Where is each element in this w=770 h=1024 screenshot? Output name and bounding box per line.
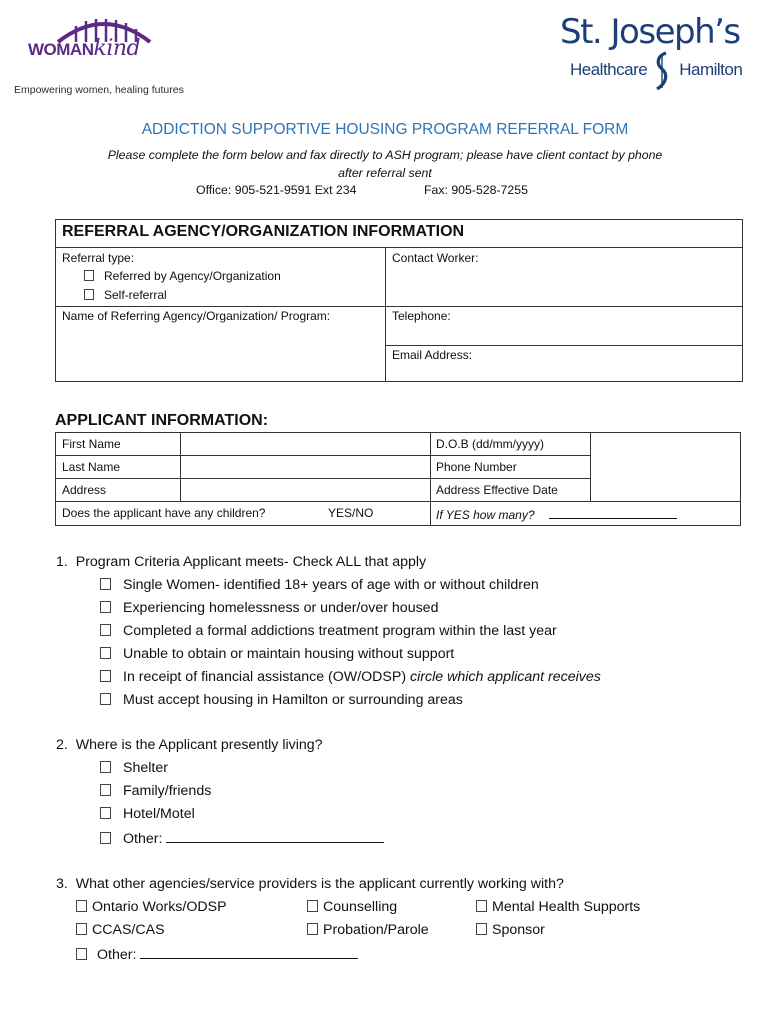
- address-effective-label: Address Effective Date: [436, 483, 558, 497]
- checkbox-icon[interactable]: [76, 948, 87, 960]
- checkbox-icon[interactable]: [100, 761, 111, 773]
- womankind-wordmark: WOMANkind: [28, 36, 141, 61]
- other-living-line[interactable]: [166, 829, 384, 843]
- q3-option[interactable]: Sponsor: [476, 922, 545, 938]
- checkbox-icon[interactable]: [100, 624, 111, 636]
- q2-option[interactable]: Hotel/Motel: [100, 806, 195, 822]
- checkbox-icon[interactable]: [476, 923, 487, 935]
- telephone-label: Telephone:: [392, 309, 451, 323]
- stjosephs-name: St. Joseph’s: [560, 12, 740, 52]
- question-2: 2. Where is the Applicant presently living?: [56, 737, 323, 753]
- q1-option[interactable]: Single Women- identified 18+ years of age with or without children: [100, 577, 539, 593]
- checkbox-icon[interactable]: [100, 784, 111, 796]
- checkbox-icon[interactable]: [100, 693, 111, 705]
- stjosephs-subtitle: Healthcare Hamilton: [570, 60, 743, 79]
- checkbox-icon[interactable]: [84, 270, 94, 281]
- checkbox-icon[interactable]: [76, 900, 87, 912]
- checkbox-icon[interactable]: [100, 578, 111, 590]
- q2-option[interactable]: Family/friends: [100, 783, 211, 799]
- agency-name-label: Name of Referring Agency/Organization/ Program:: [62, 309, 331, 323]
- question-1: 1. Program Criteria Applicant meets- Check ALL that apply: [56, 554, 427, 570]
- q2-option[interactable]: Shelter: [100, 760, 168, 776]
- referral-heading: REFERRAL AGENCY/ORGANIZATION INFORMATION: [62, 223, 465, 240]
- checkbox-icon[interactable]: [307, 900, 318, 912]
- q1-option[interactable]: In receipt of financial assistance (OW/ODSP) circle which applicant receives: [100, 669, 601, 685]
- applicant-heading: APPLICANT INFORMATION:: [55, 412, 269, 429]
- form-title: ADDICTION SUPPORTIVE HOUSING PROGRAM REFERRAL FORM: [141, 121, 629, 138]
- email-label: Email Address:: [392, 348, 473, 362]
- fax-number: Fax: 905-528-7255: [424, 183, 528, 197]
- yes-no-label: YES/NO: [328, 506, 374, 520]
- dob-label: D.O.B (dd/mm/yyyy): [436, 437, 545, 451]
- checkbox-icon[interactable]: [100, 807, 111, 819]
- office-number: Office: 905-521-9591 Ext 234: [196, 183, 357, 197]
- q2-option-other[interactable]: Other:: [100, 829, 384, 847]
- womankind-logo: [14, 8, 193, 100]
- q1-option[interactable]: Completed a formal addictions treatment program within the last year: [100, 623, 557, 639]
- q3-option[interactable]: CCAS/CAS: [76, 922, 165, 938]
- referral-table: [55, 219, 743, 382]
- q3-option[interactable]: Counselling: [307, 899, 397, 915]
- first-name-label: First Name: [62, 437, 121, 451]
- if-yes-how-many: If YES how many?: [436, 505, 677, 522]
- checkbox-icon[interactable]: [100, 670, 111, 682]
- last-name-label: Last Name: [62, 460, 121, 474]
- applicant-table: [55, 432, 741, 526]
- contact-worker-label: Contact Worker:: [392, 251, 479, 265]
- q3-option-other[interactable]: Other:: [76, 945, 358, 963]
- checkbox-icon[interactable]: [100, 832, 111, 844]
- q1-option[interactable]: Must accept housing in Hamilton or surrounding areas: [100, 692, 463, 708]
- children-question: Does the applicant have any children?: [62, 506, 266, 520]
- stjosephs-emblem-icon: [651, 50, 673, 92]
- referral-option-self[interactable]: Self-referral: [84, 288, 167, 302]
- q1-option[interactable]: Experiencing homelessness or under/over housed: [100, 600, 438, 616]
- question-3: 3. What other agencies/service providers is the applicant currently working with?: [56, 876, 564, 892]
- referral-option-agency[interactable]: Referred by Agency/Organization: [84, 269, 281, 283]
- checkbox-icon[interactable]: [100, 647, 111, 659]
- q3-option[interactable]: Mental Health Supports: [476, 899, 640, 915]
- q3-option[interactable]: Ontario Works/ODSP: [76, 899, 227, 915]
- other-agency-line[interactable]: [140, 945, 358, 959]
- children-count-line[interactable]: [549, 505, 677, 519]
- checkbox-icon[interactable]: [100, 601, 111, 613]
- checkbox-icon[interactable]: [76, 923, 87, 935]
- q1-option[interactable]: Unable to obtain or maintain housing without support: [100, 646, 454, 662]
- address-label: Address: [62, 483, 107, 497]
- form-instructions: Please complete the form below and fax directly to ASH program; please have client contact by phone after referral sent: [107, 148, 663, 180]
- checkbox-icon[interactable]: [84, 289, 94, 300]
- checkbox-icon[interactable]: [307, 923, 318, 935]
- referral-type-label: Referral type:: [62, 251, 135, 265]
- womankind-tagline: Empowering women, healing futures: [14, 84, 184, 96]
- phone-number-label: Phone Number: [436, 460, 517, 474]
- q3-option[interactable]: Probation/Parole: [307, 922, 429, 938]
- checkbox-icon[interactable]: [476, 900, 487, 912]
